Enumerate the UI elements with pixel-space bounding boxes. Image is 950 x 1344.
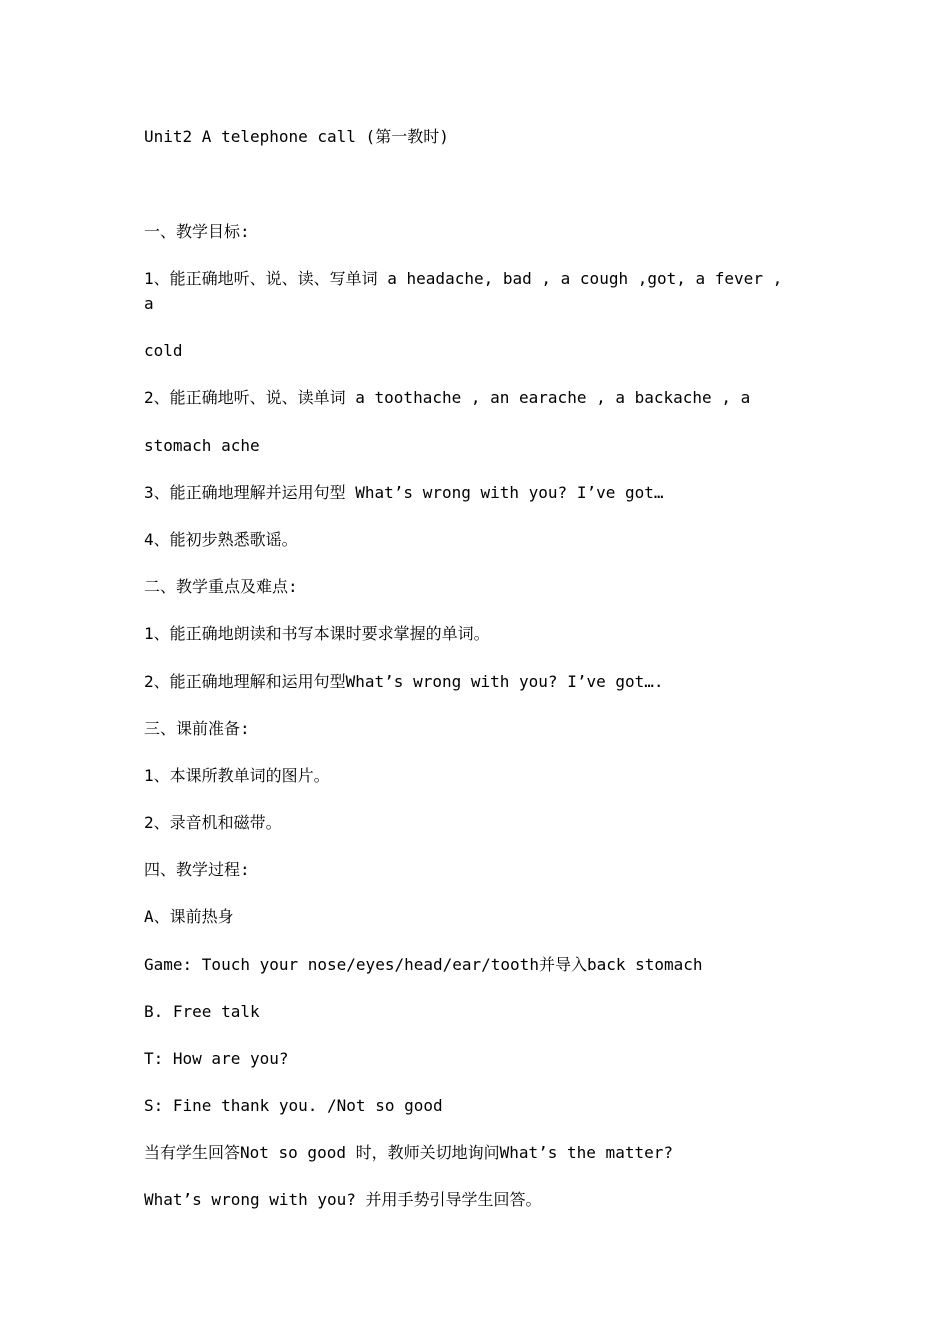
process-step-b: B. Free talk xyxy=(144,1002,260,1021)
instruction-line-cont: What’s wrong with you? 并用手势引导学生回答。 xyxy=(144,1190,542,1209)
process-step-a: A、课前热身 xyxy=(144,907,234,926)
key-point-2: 2、能正确地理解和运用句型What’s wrong with you? I’ve got…. xyxy=(144,672,664,691)
objective-1: 1、能正确地听、说、读、写单词 a headache, bad , a cough ,got, a fever , xyxy=(144,269,783,288)
objective-2-cont: stomach ache xyxy=(144,436,260,455)
objective-3: 3、能正确地理解并运用句型 What’s wrong with you? I’ve got… xyxy=(144,483,664,502)
objective-1-wrap: a xyxy=(144,294,154,313)
instruction-line: 当有学生回答Not so good 时，教师关切地询问What’s the matter? xyxy=(144,1143,673,1162)
dialogue-student: S: Fine thank you. /Not so good xyxy=(144,1096,443,1115)
preparation-1: 1、本课所教单词的图片。 xyxy=(144,766,330,785)
objective-2: 2、能正确地听、说、读单词 a toothache , an earache , a backache , a xyxy=(144,388,751,407)
section-heading-preparation: 三、课前准备: xyxy=(144,719,250,738)
preparation-2: 2、录音机和磁带。 xyxy=(144,813,282,832)
section-heading-objectives: 一、教学目标: xyxy=(144,222,250,241)
dialogue-teacher: T: How are you? xyxy=(144,1049,289,1068)
document-title: Unit2 A telephone call (第一教时) xyxy=(144,127,449,146)
section-heading-key-points: 二、教学重点及难点: xyxy=(144,577,298,596)
game-line: Game: Touch your nose/eyes/head/ear/tooth并导入back stomach xyxy=(144,955,703,974)
key-point-1: 1、能正确地朗读和书写本课时要求掌握的单词。 xyxy=(144,624,490,643)
objective-4: 4、能初步熟悉歌谣。 xyxy=(144,530,298,549)
objective-1-cont: cold xyxy=(144,341,183,360)
section-heading-process: 四、教学过程: xyxy=(144,860,250,879)
